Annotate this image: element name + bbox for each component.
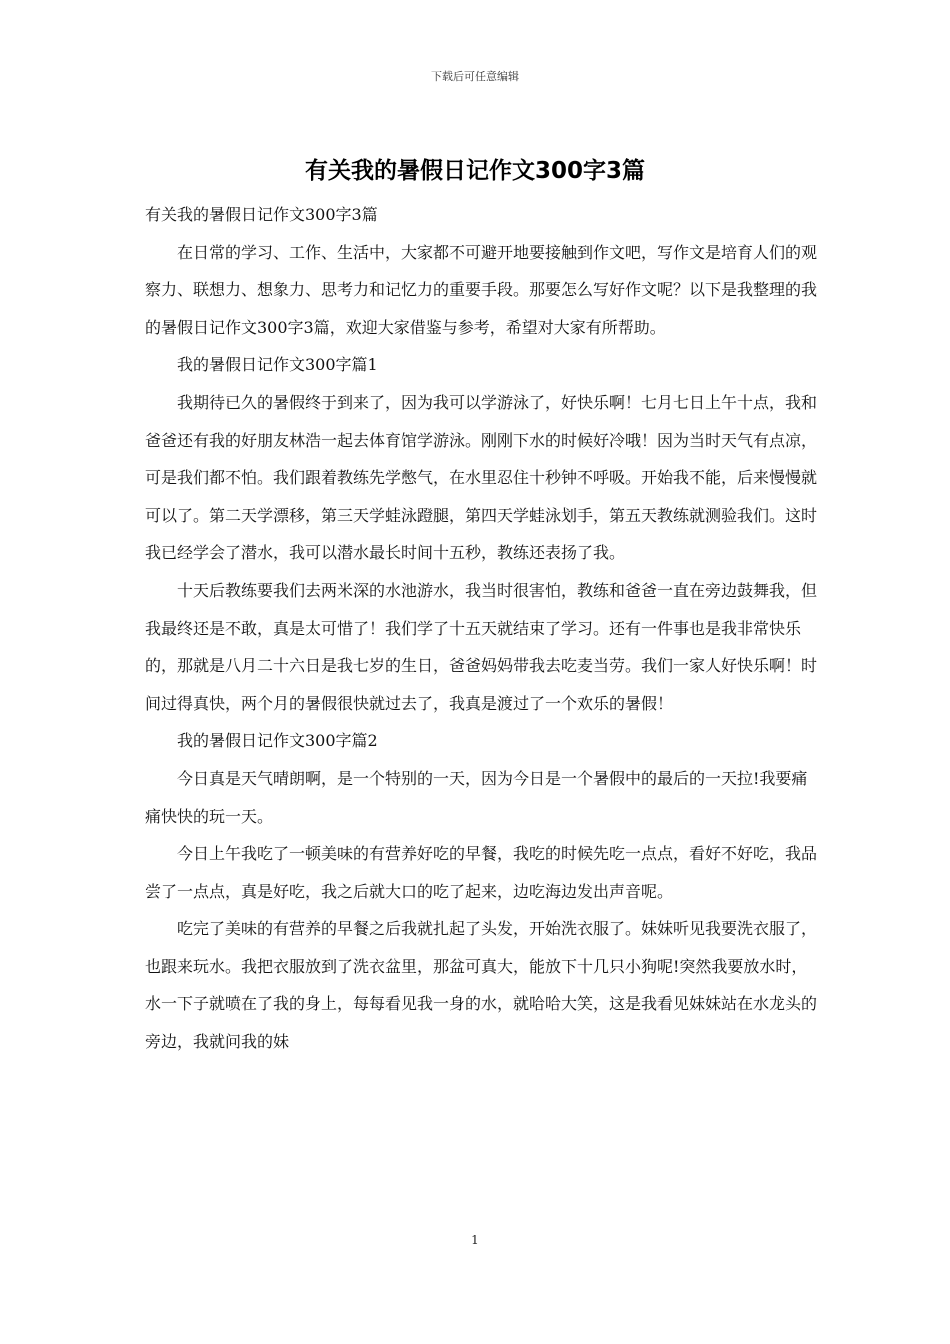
paragraph: 我期待已久的暑假终于到来了，因为我可以学游泳了，好快乐啊！七月七日上午十点，我和爸爸还有我的好朋友林浩一起去体育馆学游泳。刚刚下水的时候好冷哦！因为当时天气有点凉，可是我们都不怕。我们跟着教练先学憋气，在水里忍住十秒钟不呼吸。开始我不能，后来慢慢就可以了。第二天学漂移，第三天学蛙泳蹬腿，第四天学蛙泳划手，第五天教练就测验我们。这时我已经学会了潜水，我可以潜水最长时间十五秒，教练还表扬了我。 [145, 392, 818, 563]
document-title: 有关我的暑假日记作文300字3篇 [304, 158, 645, 184]
paragraph: 今日上午我吃了一顿美味的有营养好吃的早餐，我吃的时候先吃一点点，看好不好吃，我品尝了一点点，真是好吃，我之后就大口的吃了起来，边吃海边发出声音呢。 [145, 844, 818, 901]
section-heading-1: 我的暑假日记作文300字篇1 [177, 355, 378, 375]
subtitle-line: 有关我的暑假日记作文300字3篇 [145, 205, 378, 224]
page-number: 1 [471, 1233, 479, 1247]
document-body [145, 196, 817, 1061]
header-note: 下载后可任意编辑 [431, 70, 519, 83]
section-heading-2: 我的暑假日记作文300字篇2 [177, 731, 378, 751]
intro-paragraph: 在日常的学习、工作、生活中，大家都不可避开地要接触到作文吧，写作文是培育人们的观察力、联想力、想象力、思考力和记忆力的重要手段。那要怎么写好作文呢？以下是我整理的我的暑假日记作文300字3篇，欢迎大家借鉴与参考，希望对大家有所帮助。 [145, 242, 818, 337]
paragraph: 吃完了美味的有营养的早餐之后我就扎起了头发，开始洗衣服了。妹妹听见我要洗衣服了，也跟来玩水。我把衣服放到了洗衣盆里，那盆可真大，能放下十几只小狗呢!突然我要放水时，水一下子就喷在了我的身上，每每看见我一身的水，就哈哈大笑，这是我看见妹妹站在水龙头的旁边，我就问我的妹 [145, 919, 818, 1052]
paragraph: 今日真是天气晴朗啊，是一个特别的一天，因为今日是一个暑假中的最后的一天拉!我要痛痛快快的玩一天。 [145, 768, 808, 826]
paragraph: 十天后教练要我们去两米深的水池游水，我当时很害怕，教练和爸爸一直在旁边鼓舞我，但我最终还是不敢，真是太可惜了！我们学了十五天就结束了学习。还有一件事也是我非常快乐的，那就是八月二十六日是我七岁的生日，爸爸妈妈带我去吃麦当劳。我们一家人好快乐啊！时间过得真快，两个月的暑假很快就过去了，我真是渡过了一个欢乐的暑假！ [145, 580, 818, 713]
